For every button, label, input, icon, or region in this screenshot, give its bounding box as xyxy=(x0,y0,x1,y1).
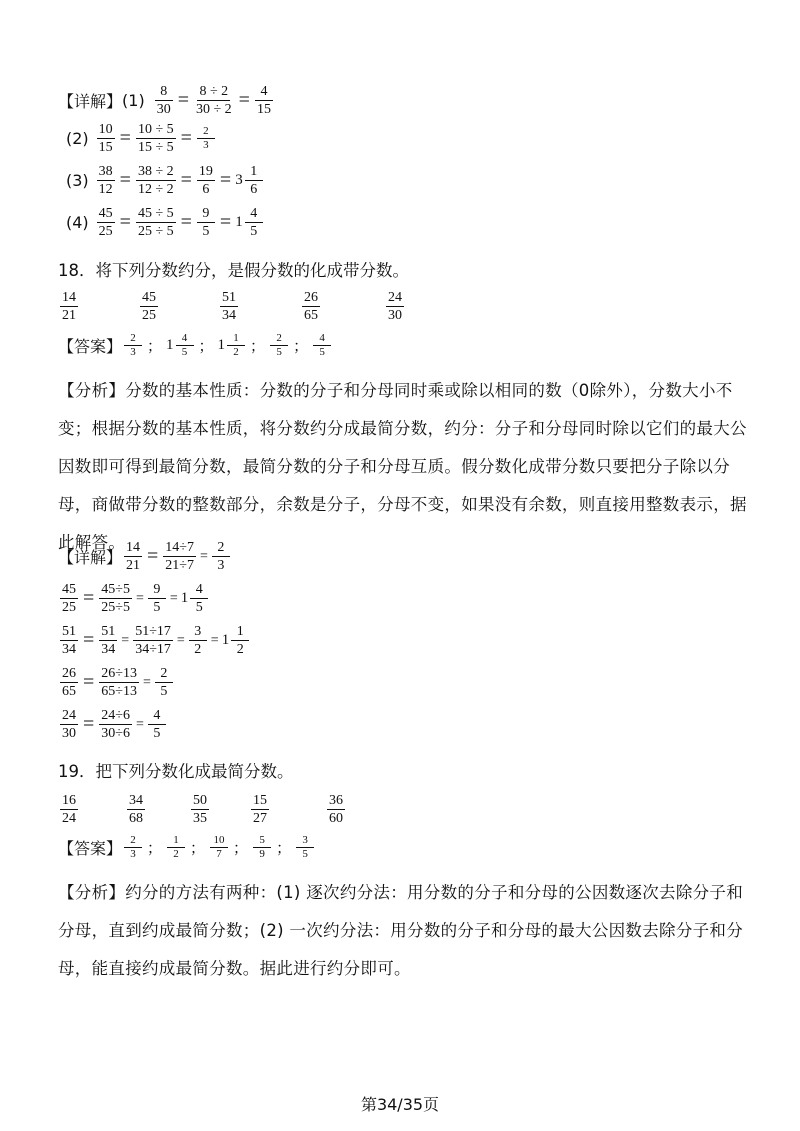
q17-detail-row-3: (3) $\frac{38}{12}$ = $\frac{38 \div 2}{12 \div 2}$ = $\frac{19}{6}$ = 3 1 6 xyxy=(66,164,265,197)
fraction: $\frac{51\div 17}{34\div 17}$ xyxy=(135,624,171,657)
fraction: 10 7 xyxy=(210,835,228,860)
fraction: 2 3 xyxy=(124,333,142,358)
fraction: 1 2 xyxy=(167,835,185,860)
row-index: (1) xyxy=(122,91,145,110)
fraction: 1 2 xyxy=(227,333,245,358)
fraction: $\frac{8 \div 2}{30 \div 2}$ xyxy=(195,84,232,117)
fraction: $\frac{34}{68}$ xyxy=(129,793,143,826)
answer-label: 【答案】 xyxy=(58,839,123,858)
fraction: $\frac{38}{12}$ xyxy=(98,164,113,197)
q19-analysis: 【分析】约分的方法有两种：(1) 逐次约分法：用分数的分子和分母的公因数逐次去除分子和分母，直到约成最简分数；(2) 一次约分法：用分数的分子和分母的最大公因数去除分子和分母，能直接约成最简分数。据此进行约分即可。 xyxy=(58,883,744,978)
mixed-whole: 1 xyxy=(166,337,174,353)
q19-answer: 【答案】 2 3 ； 1 2 ； 10 7 ； 5 9 ； 3 5 xyxy=(58,835,316,860)
detail-label: 【详解】 xyxy=(58,548,123,567)
fraction: $\frac{51}{34}$ xyxy=(222,290,236,323)
detail-label: 【详解】 xyxy=(58,92,123,111)
fraction: $\frac{38 \div 2}{12 \div 2}$ xyxy=(137,164,174,197)
fraction: $\frac{26}{65}$ xyxy=(62,666,76,699)
fraction: $\frac{45}{25}$ xyxy=(62,582,76,615)
fraction: $\frac{36}{60}$ xyxy=(329,793,343,826)
page-number: 第34/35页 xyxy=(360,1095,440,1114)
q18-answer: 【答案】 2 3 ； 1 4 5 ； 1 1 2 ； 2 5 ； 4 5 xyxy=(58,333,333,358)
fraction: 4 5 xyxy=(313,333,331,358)
fraction: 1 2 xyxy=(231,624,249,657)
fraction: $\frac{4}{15}$ xyxy=(256,84,271,117)
row-index: (2) xyxy=(66,129,89,148)
fraction: 4 5 xyxy=(176,333,194,358)
fraction: $\frac{45\div 5}{25\div 5}$ xyxy=(101,582,130,615)
fraction: 4 5 xyxy=(190,582,208,615)
fraction: $\frac{50}{35}$ xyxy=(193,793,207,826)
q18-fraction-list xyxy=(58,290,466,323)
row-index: (3) xyxy=(66,171,89,190)
fraction: $\frac{24}{30}$ xyxy=(62,708,76,741)
fraction: $\frac{4}{5}$ xyxy=(148,708,166,741)
fraction: $\frac{16}{24}$ xyxy=(62,793,76,826)
q18-detail-row-5: $\frac{24}{30}$ = $\frac{24\div 6}{30\div 6}$ = $\frac{4}{5}$ xyxy=(58,708,168,741)
question-18-title: 18．将下列分数约分，是假分数的化成带分数。 xyxy=(58,261,409,280)
q18-detail-row-2: $\frac{45}{25}$ = $\frac{45\div 5}{25\div 5}$ = $\frac{9}{5}$ = 1 4 5 xyxy=(58,582,210,615)
fraction: $\frac{9}{5}$ xyxy=(197,206,215,239)
fraction: $\frac{24}{30}$ xyxy=(388,290,402,323)
fraction: $\frac{15}{27}$ xyxy=(253,793,267,826)
fraction: $\frac{14}{21}$ xyxy=(62,290,76,323)
fraction: $\frac{24\div 6}{30\div 6}$ xyxy=(101,708,130,741)
row-index: (4) xyxy=(66,213,89,232)
q17-detail-row-2: (2) $\frac{10}{15}$ = $\frac{10 \div 5}{15 \div 5}$ = $\frac{2}{3}$ xyxy=(66,122,217,155)
fraction: $\frac{45}{25}$ xyxy=(142,290,156,323)
mixed-whole: 1 xyxy=(235,214,243,230)
q17-detail-row-1: 【详解】 (1) $\frac{8}{30}$ = $\frac{8 \div 2}{30 \div 2}$ = $\frac{4}{15}$ xyxy=(58,84,271,117)
fraction: $\frac{26\div 13}{65\div 13}$ xyxy=(101,666,137,699)
mixed-whole: 1 xyxy=(217,337,226,353)
q18-detail-row-3: $\frac{51}{34}$ = $\frac{51}{34}$ = $\frac{51\div 17}{34\div 17}$ = $\frac{3}{2}$ = 1 1 2 xyxy=(58,624,251,657)
fraction: $\frac{51}{34}$ xyxy=(62,624,76,657)
fraction: $\frac{10}{15}$ xyxy=(98,122,113,155)
fraction: $\frac{2}{3}$ xyxy=(197,126,215,151)
q19-fraction-list xyxy=(58,793,407,826)
q18-detail-row-4: $\frac{26}{65}$ = $\frac{26\div 13}{65\div 13}$ = $\frac{2}{5}$ xyxy=(58,666,175,699)
mixed-whole: 3 xyxy=(235,172,243,188)
fraction: 2 3 xyxy=(124,835,142,860)
fraction: $\frac{45 \div 5}{25 \div 5}$ xyxy=(137,206,174,239)
q18-detail-row-1: 【详解】 $\frac{14}{21}$ = $\frac{14\div 7}{21\div 7}$ = $\frac{2}{3}$ xyxy=(58,540,232,573)
fraction: $\frac{51}{34}$ xyxy=(101,624,116,657)
fraction: $\frac{19}{6}$ xyxy=(198,164,213,197)
fraction: $\frac{3}{2}$ xyxy=(189,624,207,657)
fraction: 1 6 xyxy=(245,164,263,197)
question-19-title: 19．把下列分数化成最简分数。 xyxy=(58,762,294,781)
fraction: 2 5 xyxy=(270,333,288,358)
q17-detail-row-4: (4) $\frac{45}{25}$ = $\frac{45 \div 5}{25 \div 5}$ = $\frac{9}{5}$ = 1 4 5 xyxy=(66,206,265,239)
fraction: $\frac{10 \div 5}{15 \div 5}$ xyxy=(137,122,174,155)
fraction: $\frac{14}{21}$ xyxy=(126,540,141,573)
fraction: $\frac{2}{5}$ xyxy=(155,666,173,699)
fraction: $\frac{26}{65}$ xyxy=(304,290,318,323)
fraction: $\frac{8}{30}$ xyxy=(156,84,171,117)
answer-label: 【答案】 xyxy=(58,337,123,356)
fraction: $\frac{2}{3}$ xyxy=(212,540,230,573)
fraction: 4 5 xyxy=(245,206,263,239)
fraction: 5 9 xyxy=(253,835,271,860)
fraction: $\frac{9}{5}$ xyxy=(148,582,166,615)
fraction: 3 5 xyxy=(296,835,314,860)
q18-analysis: 【分析】分数的基本性质：分数的分子和分母同时乘或除以相同的数（0除外），分数大小不变；根据分数的基本性质，将分数约分成最简分数，约分：分子和分母同时除以它们的最大公因数即可得到最简分数，最简分数的分子和分母互质。假分数化成带分数只要把分子除以分母，商做带分数的整数部分，余数是分子，分母不变，如果没有余数，则直接用整数表示，据此解答。 xyxy=(58,381,747,552)
fraction: $\frac{14\div 7}{21\div 7}$ xyxy=(165,540,194,573)
fraction: $\frac{45}{25}$ xyxy=(98,206,113,239)
